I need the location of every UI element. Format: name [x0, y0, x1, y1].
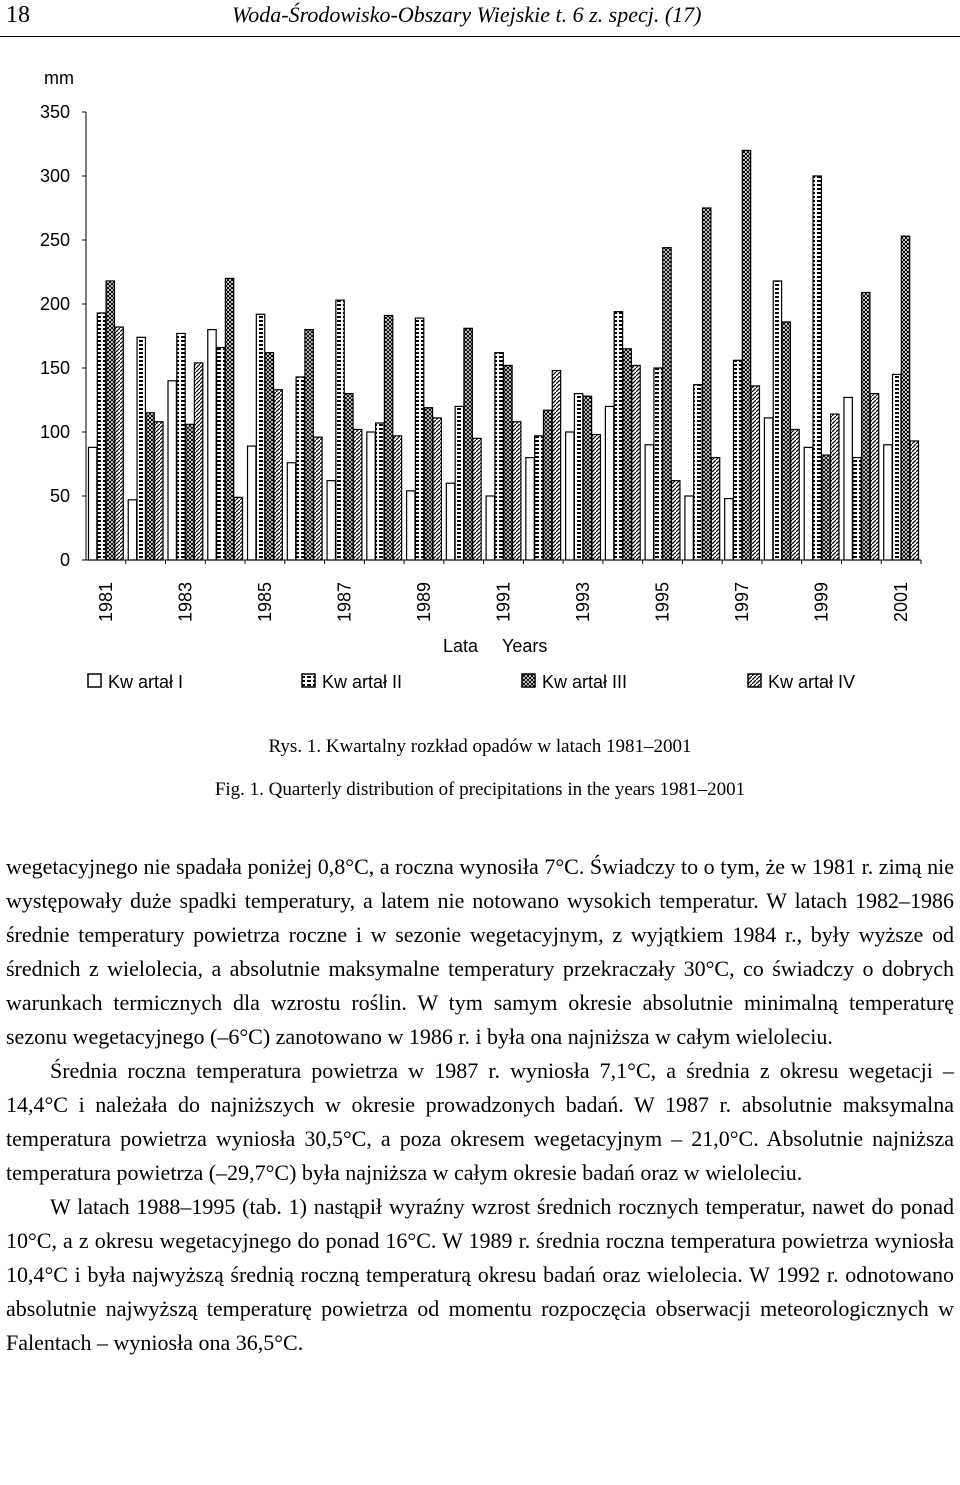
- y-tick-label: 200: [39, 294, 70, 314]
- y-tick-label: 0: [59, 550, 70, 570]
- bar-q3-1987: [345, 394, 353, 560]
- paragraph-2: Średnia roczna temperatura powietrza w 1987 r. wyniosła 7,1°C, a średnia z okresu wegetacji – 14,4°C i należała do najniższych w okresie prowadzonych badań. W 1987 r. absolutnie maksymalna temperatura powietrza wyniosła 30,5°C, a poza okresem wegetacyjnym – 21,0°C. Absolutnie najniższa temperatura powietrza (–29,7°C) była najniższa w całym okresie badań oraz w wieloleciu.: [6, 1058, 954, 1185]
- y-tick-label: 50: [49, 486, 70, 506]
- bar-q1-1999: [804, 447, 812, 560]
- bar-q2-1990: [455, 406, 463, 560]
- bar-q1-1993: [566, 432, 574, 560]
- legend-swatch-q2: [302, 674, 315, 687]
- x-tick-label: 1987: [334, 581, 355, 622]
- x-axis-label-pl: Lata: [443, 636, 479, 656]
- y-tick-label: 350: [39, 102, 70, 122]
- bar-q1-1995: [645, 445, 653, 560]
- figure-caption-pl: Rys. 1. Kwartalny rozkład opadów w latach 1981–2001: [268, 736, 692, 757]
- x-tick-label: 1997: [732, 581, 753, 622]
- bar-q1-1983: [168, 381, 176, 560]
- y-axis: [40, 102, 86, 570]
- bar-q1-1984: [208, 330, 216, 560]
- bar-q3-1992: [543, 410, 551, 560]
- bar-q4-1989: [433, 418, 441, 560]
- bar-q4-2000: [870, 394, 878, 560]
- bar-q3-1988: [384, 316, 392, 560]
- bar-q4-1988: [393, 436, 401, 560]
- bar-q3-1984: [225, 278, 233, 560]
- x-tick-label: 1999: [811, 581, 832, 622]
- bar-q1-1988: [367, 432, 375, 560]
- bar-q2-1983: [177, 333, 185, 560]
- bar-q4-2001: [910, 441, 918, 560]
- legend-label-q4: Kw artał IV: [768, 672, 856, 692]
- running-title: Woda-Środowisko-Obszary Wiejskie t. 6 z. specj. (17): [232, 2, 702, 27]
- figure-caption-en: Fig. 1. Quarterly distribution of precipitations in the years 1981–2001: [214, 779, 746, 800]
- y-axis-label: mm: [44, 68, 74, 88]
- bar-q4-1994: [632, 365, 640, 560]
- x-tick-label: 1983: [175, 581, 196, 622]
- bar-q1-1989: [407, 491, 415, 560]
- bar-q2-1985: [256, 314, 264, 560]
- bar-q4-1995: [672, 481, 680, 560]
- legend-swatch-q4: [748, 674, 761, 687]
- bar-q2-1998: [773, 281, 781, 560]
- bar-q4-1984: [234, 497, 242, 560]
- y-tick-label: 300: [39, 166, 70, 186]
- bar-q3-1991: [504, 365, 512, 560]
- bar-q3-1997: [742, 150, 750, 560]
- bar-q4-1991: [513, 422, 521, 560]
- x-axis: [96, 582, 911, 622]
- bar-q1-2001: [884, 445, 892, 560]
- bar-q2-1996: [694, 385, 702, 560]
- bar-q4-1996: [711, 458, 719, 560]
- x-tick-label: 2001: [891, 581, 912, 622]
- x-tick-label: 1993: [573, 581, 593, 622]
- bar-q3-1983: [186, 424, 194, 560]
- bar-q4-1998: [791, 429, 799, 560]
- legend: [88, 672, 855, 692]
- bar-q1-1990: [446, 483, 454, 560]
- bar-q1-1998: [764, 418, 772, 560]
- bar-q3-1996: [703, 208, 711, 560]
- y-tick-label: 150: [39, 358, 70, 378]
- body-text: [6, 850, 954, 1360]
- bar-q3-1999: [822, 455, 830, 560]
- bar-q2-1981: [97, 313, 105, 560]
- bar-q2-1988: [376, 423, 384, 560]
- bar-q3-1985: [265, 353, 273, 560]
- bar-q1-1982: [128, 500, 136, 560]
- bar-q1-1992: [526, 458, 534, 560]
- bar-q2-1993: [574, 394, 582, 560]
- y-tick-label: 100: [39, 422, 70, 442]
- bar-q2-1997: [733, 360, 741, 560]
- bar-q3-1995: [663, 248, 671, 560]
- bars: [88, 150, 921, 564]
- bar-q4-1985: [274, 390, 282, 560]
- bar-q4-1983: [194, 363, 202, 560]
- bar-q3-1998: [782, 322, 790, 560]
- x-tick-label: 1981: [95, 581, 116, 622]
- bar-q1-1986: [287, 463, 295, 560]
- bar-q3-1989: [424, 408, 432, 560]
- bar-q2-1992: [535, 436, 543, 560]
- bar-q1-2000: [844, 397, 852, 560]
- legend-label-q3: Kw artał III: [542, 672, 628, 692]
- bar-q1-1981: [88, 447, 96, 560]
- bar-q1-1991: [486, 496, 494, 560]
- bar-q4-1986: [314, 437, 322, 560]
- bar-q2-1991: [495, 353, 503, 560]
- bar-q1-1997: [725, 499, 733, 560]
- bar-q4-1997: [751, 386, 759, 560]
- bar-q2-2000: [853, 458, 861, 560]
- bar-q1-1996: [685, 496, 693, 560]
- bar-q3-1986: [305, 330, 313, 560]
- x-tick-label: 1991: [493, 581, 514, 622]
- paragraph-3: W latach 1988–1995 (tab. 1) nastąpił wyraźny wzrost średnich rocznych temperatur, nawet do ponad 10°C, a z okresu wegetacyjnego do ponad 16°C. W 1989 r. średnia roczna temperatura powietrza wyniosła 10,4°C i była najwyższą średnią roczną temperaturą okresu badań oraz wielolecia. W 1992 r. odnotowano absolutnie najwyższą temperaturę powietrza od momentu rozpoczęcia obserwacji meteorologicznych w Falentach – wyniosła ona 36,5°C.: [6, 1194, 954, 1355]
- bar-q4-1982: [155, 422, 163, 560]
- bar-q3-2000: [862, 292, 870, 560]
- legend-label-q1: Kw artał I: [108, 672, 184, 692]
- legend-label-q2: Kw artał II: [322, 672, 403, 692]
- bar-q2-1982: [137, 337, 145, 560]
- bar-q3-1981: [106, 281, 114, 560]
- bar-q4-1987: [353, 429, 361, 560]
- x-axis-label-en: Years: [502, 636, 548, 656]
- bar-q3-1990: [464, 328, 472, 560]
- bar-q2-1999: [813, 176, 821, 560]
- bar-q3-1982: [146, 413, 154, 560]
- paragraph-1: wegetacyjnego nie spadała poniżej 0,8°C, a roczna wynosiła 7°C. Świadczy to o tym, że w 1981 r. zimą nie występowały duże spadki temperatury, a latem nie notowano wysokich temperatur. W latach 1982–1986 średnie temperatury powietrza roczne i w sezonie wegetacyjnym, z wyjątkiem 1984 r., były wyższe od średnich z wielolecia, a absolutnie maksymalne temperatury przekraczały 30°C, co świadczy o dobrych warunkach termicznych dla wzrostu roślin. W tym samym okresie absolutnie minimalną temperaturę sezonu wegetacyjnego (–6°C) zanotowano w 1986 r. i była ona najniższa w całym wieloleciu.: [6, 854, 954, 1049]
- x-tick-label: 1989: [414, 581, 434, 622]
- header-rule: [0, 36, 960, 37]
- bar-q4-1990: [473, 438, 481, 560]
- bar-q3-1994: [623, 349, 631, 560]
- bar-q1-1987: [327, 481, 335, 560]
- page-number: 18: [6, 2, 30, 28]
- legend-swatch-q1: [88, 674, 101, 687]
- bar-q3-1993: [583, 396, 591, 560]
- bar-q4-1992: [552, 371, 560, 560]
- bar-q4-1993: [592, 435, 600, 560]
- bar-q1-1985: [248, 446, 256, 560]
- bar-q2-1989: [415, 318, 423, 560]
- x-tick-label: 1995: [652, 581, 673, 622]
- legend-swatch-q3: [522, 674, 535, 687]
- bar-q1-1994: [605, 406, 613, 560]
- x-tick-label: 1985: [254, 581, 275, 622]
- bar-q2-2001: [893, 374, 901, 560]
- bar-q2-1984: [217, 348, 225, 560]
- bar-q2-1994: [614, 312, 622, 560]
- bar-q4-1981: [115, 327, 123, 560]
- bar-q4-1999: [831, 414, 839, 560]
- bar-q2-1995: [654, 368, 662, 560]
- y-tick-label: 250: [39, 230, 70, 250]
- page-header: [0, 0, 960, 34]
- bar-q2-1986: [296, 377, 304, 560]
- bar-q3-2001: [901, 236, 909, 560]
- bar-q2-1987: [336, 300, 344, 560]
- precipitation-chart: [0, 40, 960, 700]
